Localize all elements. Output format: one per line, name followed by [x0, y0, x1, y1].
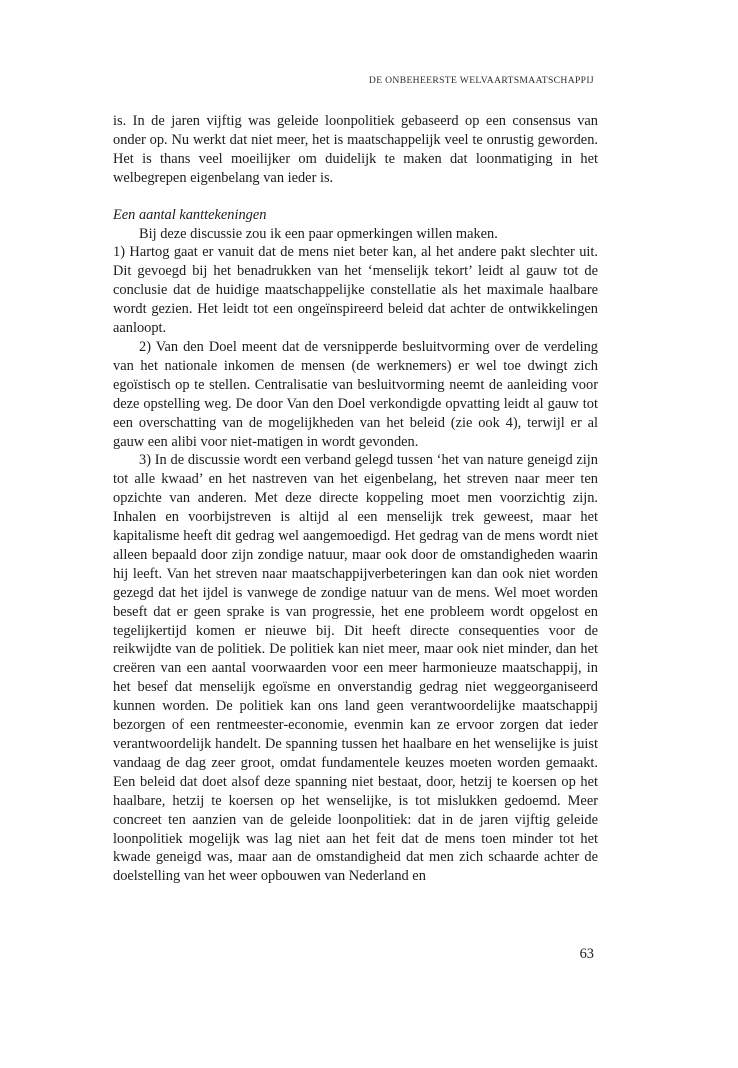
paragraph-intro: Bij deze discussie zou ik een paar opmerkingen willen maken.: [139, 225, 498, 242]
body-text: [113, 112, 598, 886]
section-heading: Een aantal kanttekeningen: [113, 206, 267, 223]
paragraph-point-2: 2) Van den Doel meent dat de versnipperde besluitvorming over de verdeling van het nationale inkomen de mensen (de werknemers) er wel toe dwingt zich egoïstisch op te stellen. Centralisatie van besluitvorming neemt de aanleiding voor deze opstelling weg. De door Van den Doel verkondigde opvatting leidt al gauw tot een overschatting van de mogelijkheden van het beleid (zie ook 4), terwijl er al gauw een alibi voor niet-matigen in wordt gevonden.: [113, 338, 598, 450]
paragraph-point-1: 1) Hartog gaat er vanuit dat de mens niet beter kan, al het andere pakt slechter uit. Dit gevoegd bij het benadrukken van het ‘menselijk tekort’ leidt al gauw tot de conclusie dat de huidige maatschappelijke constellatie als het maximale haalbare wordt gezien. Het leidt tot een ongeïnspireerd beleid dat achter de ontwikkelingen aanloopt.: [113, 244, 598, 337]
paragraph-continuation: is. In de jaren vijftig was geleide loonpolitiek gebaseerd op een consensus van onder op. Nu werkt dat niet meer, het is maatschappelijk veel te onrustig geworden. Het is thans veel moeilijker om duidelijk te maken dat loonmatiging in het welbegrepen eigenbelang van ieder is.: [113, 113, 598, 186]
page-number: 63: [579, 946, 594, 962]
paragraph-point-3: 3) In de discussie wordt een verband gelegd tussen ‘het van nature geneigd zijn tot alle kwaad’ en het nastreven van het eigenbelang, het streven naar meer ten opzichte van anderen. Met deze directe koppeling moet men voorzichtig zijn. Inhalen en voorbijstreven is altijd al een menselijk trek geweest, maar het kapitalisme heeft dit gedrag wel aangemoedigd. Het gedrag van de mens wordt niet alleen bepaald door zijn zondige natuur, maar ook door de omstandigheden waarin hij leeft. Van het streven naar maatschappijverbeteringen kan dan ook niet worden gezegd dat het ijdel is vanwege de zondige natuur van de mens. Wel moet worden beseft dat er geen sprake is van progressie, het ene probleem wordt opgelost en tegelijkertijd komen er nieuwe bij. Dit heeft directe consequenties voor de reikwijdte van de politiek. De politiek kan niet meer, maar ook niet minder, dan het creëren van een aantal voorwaarden voor een meer harmonieuze maatschappij, in het besef dat menselijk egoïsme en onverstandig gedrag niet weggeorganiseerd kunnen worden. De politiek kan ons land geen verantwoordelijke maatschappij bezorgen of een rentmeester-economie, evenmin kan ze ervoor zorgen dat ieder verantwoordelijk handelt. De spanning tussen het haalbare en het wenselijke is juist vandaag de dag zeer groot, omdat fundamentele keuzes moeten worden gemaakt. Een beleid dat doet alsof deze spanning niet bestaat, door, hetzij te koersen op het haalbare, hetzij te koersen op het wenselijke, is tot mislukken gedoemd. Meer concreet ten aanzien van de geleide loonpolitiek: dat in de jaren vijftig geleide loonpolitiek mogelijk was lag niet aan het feit dat de mens toen minder tot het kwade geneigd was, maar aan de omstandigheid dat men zich schaarde achter de doelstelling van het weer opbouwen van Nederland en: [113, 452, 598, 885]
running-head: DE ONBEHEERSTE WELVAARTSMAATSCHAPPIJ: [368, 75, 594, 86]
